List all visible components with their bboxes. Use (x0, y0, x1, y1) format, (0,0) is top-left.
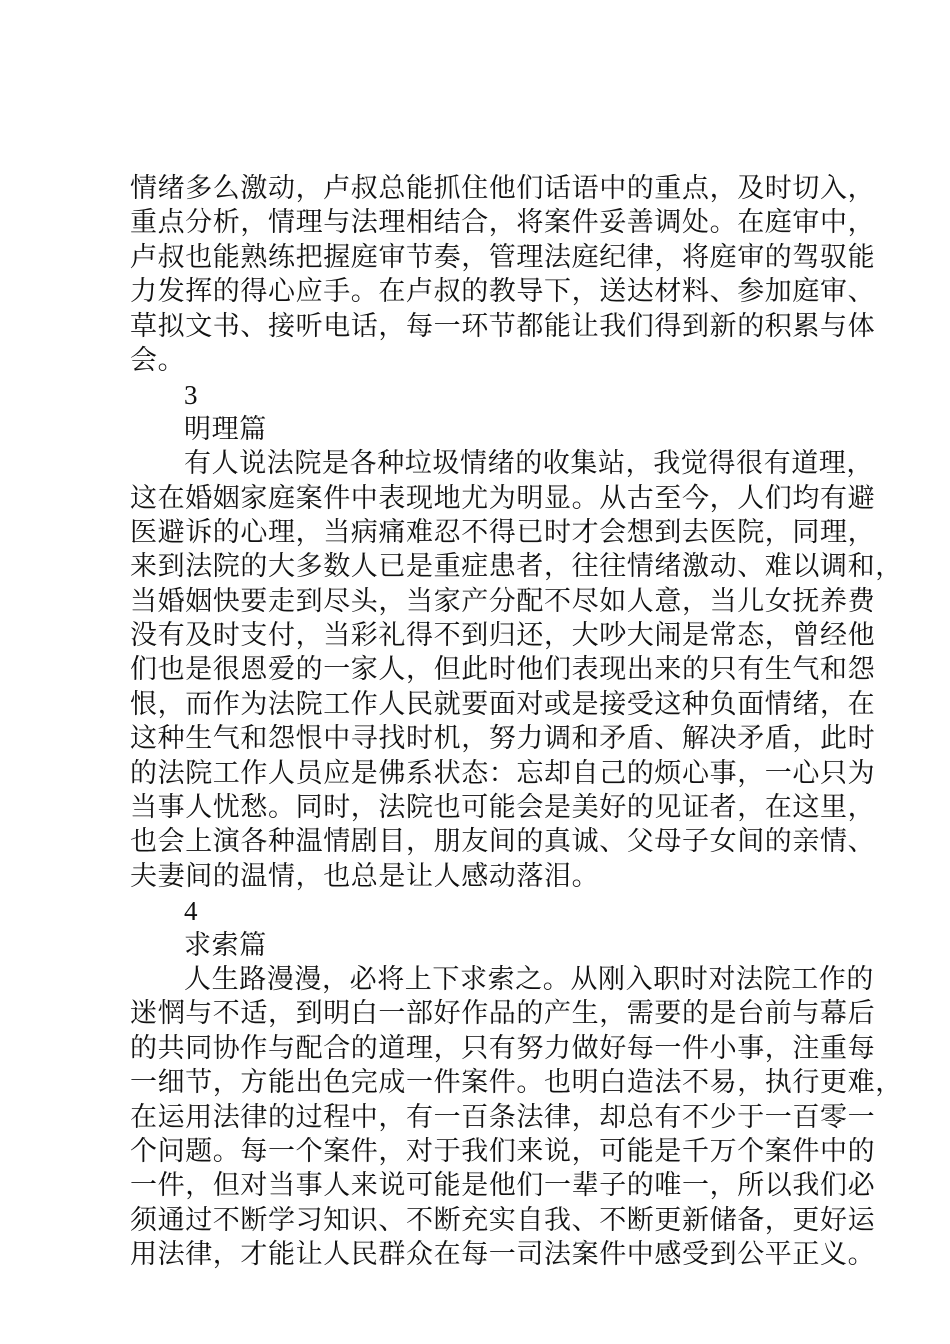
text-line: 来到法院的大多数人已是重症患者，往往情绪激动、难以调和， (130, 551, 903, 583)
section-number: 3 (184, 380, 199, 411)
section-number: 4 (184, 896, 199, 927)
text-line: 恨，而作为法院工作人民就要面对或是接受这种负面情绪，在 (130, 688, 876, 720)
text-line: 夫妻间的温情，也总是让人感动落泪。 (130, 860, 600, 892)
text-line: 医避诉的心理，当病痛难忍不得已时才会想到去医院，同理， (130, 516, 876, 548)
text-line: 一件，但对当事人来说可能是他们一辈子的唯一，所以我们必 (130, 1170, 876, 1202)
text-line: 也会上演各种温情剧目，朋友间的真诚、父母子女间的亲情、 (130, 826, 876, 858)
text-line: 须通过不断学习知识、不断充实自我、不断更新储备，更好运 (130, 1204, 876, 1236)
text-line: 当事人忧愁。同时，法院也可能会是美好的见证者，在这里， (130, 792, 876, 824)
text-line: 在运用法律的过程中，有一百条法律，却总有不少于一百零一 (130, 1101, 876, 1133)
text-line: 没有及时支付，当彩礼得不到归还，大吵大闹是常态，曾经他 (130, 620, 876, 652)
text-line: 的共同协作与配合的道理，只有努力做好每一件小事，注重每 (130, 1032, 876, 1064)
text-line: 这在婚姻家庭案件中表现地尤为明显。从古至今，人们均有避 (130, 482, 876, 514)
text-line: 用法律，才能让人民群众在每一司法案件中感受到公平正义。 (130, 1239, 876, 1271)
text-line: 重点分析，情理与法理相结合，将案件妥善调处。在庭审中， (130, 207, 876, 239)
text-line: 一细节，方能出色完成一件案件。也明白造法不易，执行更难， (130, 1067, 903, 1099)
text-line: 这种生气和怨恨中寻找时机，努力调和矛盾、解决矛盾，此时 (130, 723, 876, 755)
document-body (130, 172, 903, 1273)
text-line: 卢叔也能熟练把握庭审节奏，管理法庭纪律，将庭审的驾驭能 (130, 241, 876, 273)
text-line: 们也是很恩爱的一家人，但此时他们表现出来的只有生气和怨 (130, 654, 876, 686)
section-heading: 明理篇 (184, 413, 267, 445)
text-line: 会。 (130, 344, 186, 376)
text-line: 迷惘与不适，到明白一部好作品的产生，需要的是台前与幕后 (130, 998, 876, 1030)
text-line: 草拟文书、接听电话，每一环节都能让我们得到新的积累与体 (130, 310, 876, 342)
text-line: 个问题。每一个案件，对于我们来说，可能是千万个案件中的 (130, 1135, 876, 1167)
text-line: 情绪多么激动，卢叔总能抓住他们话语中的重点，及时切入， (130, 173, 876, 204)
section-heading: 求索篇 (184, 929, 267, 961)
text-line: 的法院工作人员应是佛系状态：忘却自己的烦心事，一心只为 (130, 757, 876, 789)
text-line: 力发挥的得心应手。在卢叔的教导下，送达材料、参加庭审、 (130, 276, 876, 308)
text-line: 当婚姻快要走到尽头，当家产分配不尽如人意，当儿女抚养费 (130, 585, 876, 617)
text-line: 人生路漫漫，必将上下求索之。从刚入职时对法院工作的 (184, 963, 874, 995)
text-line: 有人说法院是各种垃圾情绪的收集站，我觉得很有道理， (184, 448, 874, 480)
